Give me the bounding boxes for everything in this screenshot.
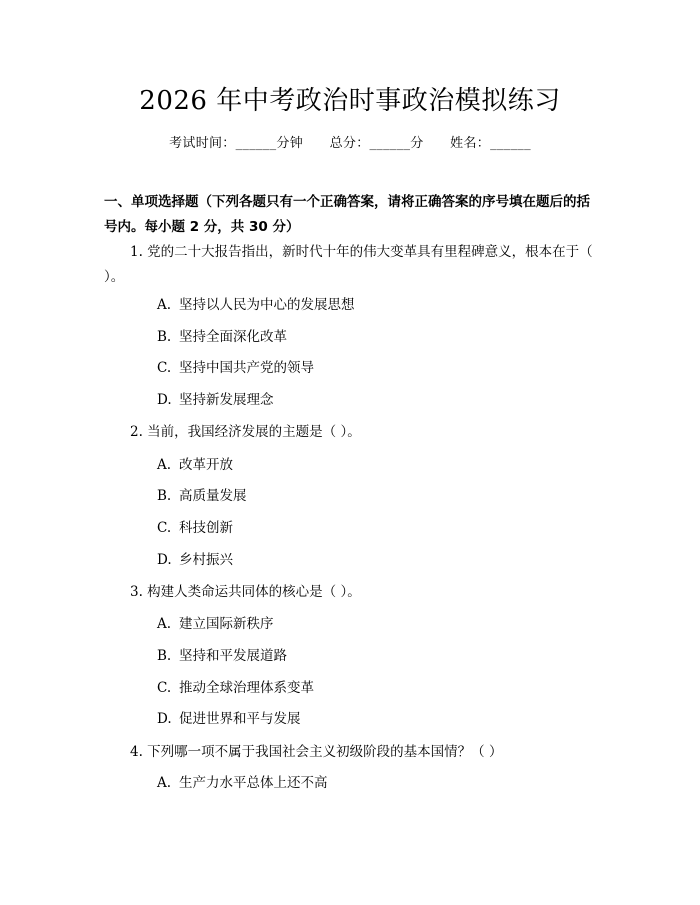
option-key: D. [157,392,172,408]
option-text: 坚持全面深化改革 [179,329,287,345]
option-text: 建立国际新秩序 [179,616,274,632]
option-text: 改革开放 [179,457,233,473]
exam-title: 2026 年中考政治时事政治模拟练习 [139,86,561,116]
option-key: A. [157,297,172,313]
question-3-option-d [157,709,301,729]
question-3-option-a [157,614,274,634]
option-text: 推动全球治理体系变革 [179,680,314,696]
question-1: 1. 党的二十大报告指出，新时代十年的伟大变革具有里程碑意义，根本在于（ ）。 [104,244,593,285]
question-2: 2. 当前，我国经济发展的主题是（ ）。 [130,424,361,440]
option-text: 坚持新发展理念 [179,392,274,408]
question-3: 3. 构建人类命运共同体的核心是（ ）。 [130,584,361,600]
option-key: C. [157,360,172,376]
question-4: 4. 下列哪一项不属于我国社会主义初级阶段的基本国情？（ ） [130,744,503,760]
option-key: B. [157,648,172,664]
question-1-option-c [157,358,314,378]
option-text: 高质量发展 [179,488,247,504]
option-text: 坚持中国共产党的领导 [179,360,314,376]
option-key: C. [157,680,172,696]
question-3-option-c [157,678,314,698]
question-3-option-b [157,646,287,666]
option-key: D. [157,552,172,568]
question-1-option-d [157,390,274,410]
option-key: C. [157,520,172,536]
question-4-option-a [157,773,328,793]
question-2-option-b [157,486,247,506]
section-heading: 一、单项选择题（下列各题只有一个正确答案，请将正确答案的序号填在题后的括号内。每小题 2 分，共 30 分） [104,194,590,235]
question-2-option-d [157,550,233,570]
option-text: 生产力水平总体上还不高 [179,775,328,791]
option-key: A. [157,457,172,473]
option-key: A. [157,616,172,632]
question-2-option-a [157,455,233,475]
option-text: 坚持以人民为中心的发展思想 [179,297,355,313]
option-key: B. [157,488,172,504]
question-2-option-c [157,518,233,538]
question-1-option-b [157,327,287,347]
option-key: D. [157,711,172,727]
option-text: 坚持和平发展道路 [179,648,287,664]
question-1-option-a [157,295,355,315]
exam-info-line: 考试时间：______分钟 总分：______分 姓名：______ [169,136,531,151]
option-text: 乡村振兴 [179,552,233,568]
option-key: B. [157,329,172,345]
option-text: 科技创新 [179,520,233,536]
option-key: A. [157,775,172,791]
option-text: 促进世界和平与发展 [179,711,301,727]
